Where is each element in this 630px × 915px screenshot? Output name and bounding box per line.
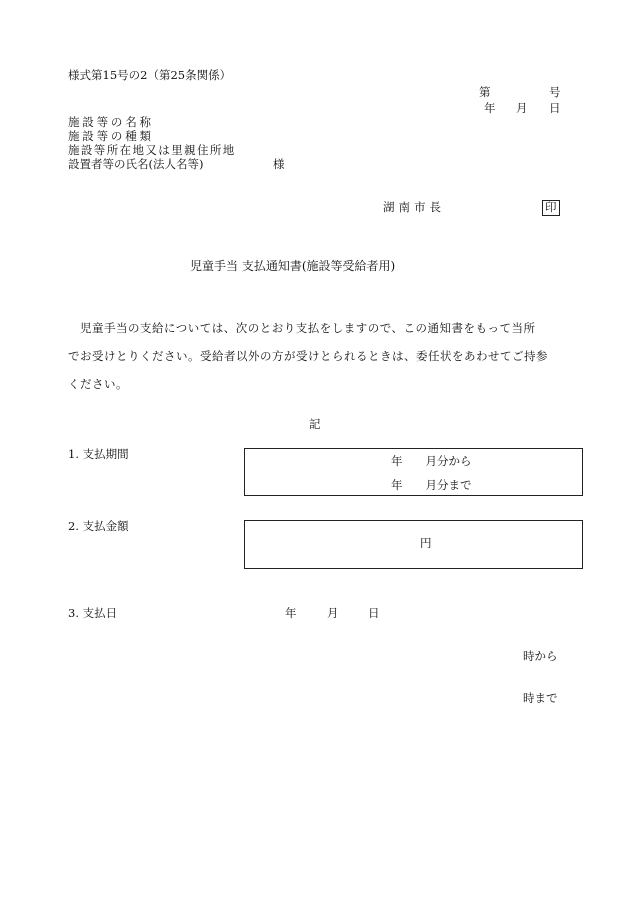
body-line-3: ください。 <box>68 377 128 391</box>
payment-month-label: 月 <box>327 606 339 620</box>
issuer-title: 湖南市長 <box>383 200 445 214</box>
time-to-label: 時まで <box>523 691 558 705</box>
date-month-label: 月 <box>516 101 528 115</box>
document-title: 児童手当 支払通知書(施設等受給者用) <box>190 259 396 273</box>
date-year-label: 年 <box>484 101 496 115</box>
time-from-label: 時から <box>523 649 558 663</box>
date-day-label: 日 <box>549 101 561 115</box>
seal-mark: 印 <box>542 200 560 216</box>
number-go: 号 <box>549 85 561 99</box>
payment-day-label: 日 <box>368 606 380 620</box>
facility-name-label: 施設等の名称 <box>68 115 154 129</box>
payment-date-label: 3. 支払日 <box>68 606 118 620</box>
amount-unit: 円 <box>420 536 432 550</box>
body-line-1: 児童手当の支給については、次のとおり支払をしますので、この通知書をもって当所 <box>80 321 536 335</box>
form-number: 様式第15号の2（第25条関係） <box>68 68 232 82</box>
facility-type-label: 施設等の種類 <box>68 129 154 143</box>
period-to: 年 月分まで <box>391 478 472 492</box>
period-label: 1. 支払期間 <box>68 447 129 461</box>
period-from: 年 月分から <box>391 454 472 468</box>
amount-label: 2. 支払金額 <box>68 519 129 533</box>
facility-address-label: 施設等所在地又は里親住所地 <box>68 143 236 157</box>
period-box <box>244 448 583 496</box>
number-dai: 第 <box>479 85 491 99</box>
amount-box <box>244 520 583 569</box>
founder-name-label: 設置者等の氏名(法人名等) <box>68 157 204 171</box>
body-line-2: でお受けとりください。受給者以外の方が受けとられるときは、委任状をあわせてご持参 <box>68 349 548 363</box>
payment-year-label: 年 <box>285 606 297 620</box>
sama-suffix: 様 <box>273 157 285 171</box>
ki-heading: 記 <box>309 417 321 431</box>
